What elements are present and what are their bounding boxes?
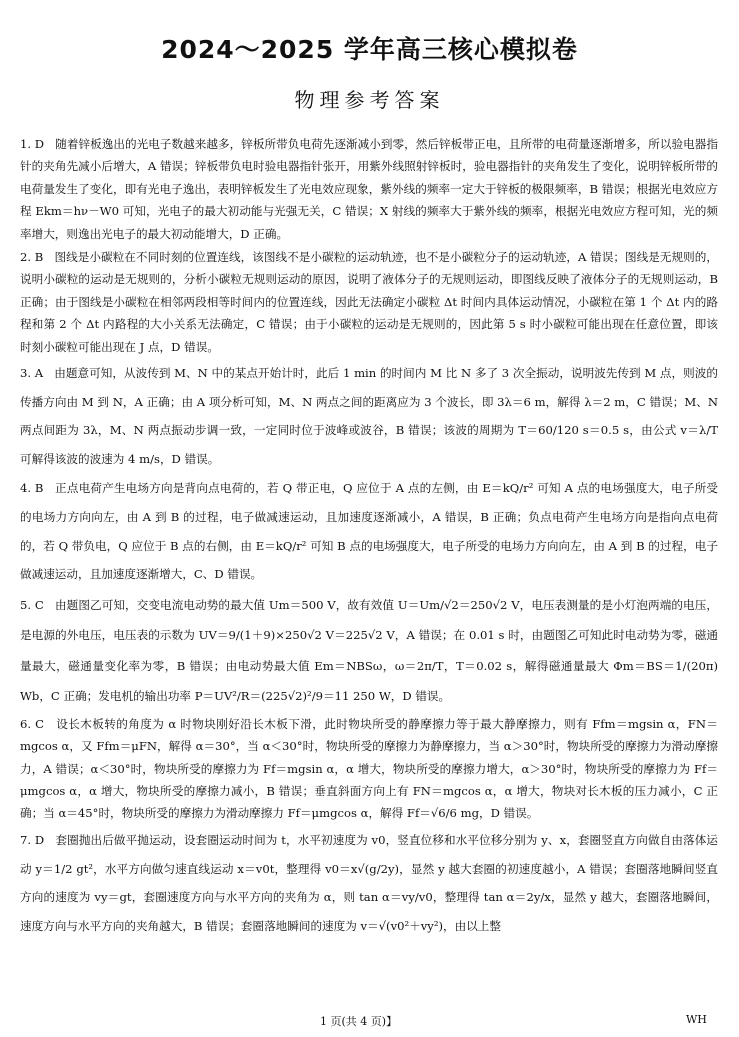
answer-number: 2. B <box>20 250 44 265</box>
answer-item <box>20 474 718 588</box>
paper-code: WH <box>686 1013 707 1026</box>
answer-text: 图线是小碳粒在不同时刻的位置连线，该图线不是小碳粒的运动轨迹，也不是小碳粒分子的运动轨迹，A 错误；图线是无规则的，说明小碳粒的运动是无规则的，分析小碳粒无规则运动的原因，说明了液体分子的无规则运动，即图线反映了液体分子的无规则运动，B 正确；由于图线是小碳粒在相邻两段相等时间内的位置连线，因此无法确定小碳粒 Δt 时间内具体运动情况，小碳粒在第 1 个 Δt 内的路程和第 2 个 Δt 内路程的大小关系无法确定，C 错误；由于小碳粒的运动是无规则的，因此第 5 s 时小碳粒可能出现在任意位置，即该时刻小碳粒可能出现在 J 点，D 错误。 <box>20 250 718 354</box>
answer-text: 由题意可知，从波传到 M、N 中的某点开始计时，此后 1 min 的时间内 M 比 N 多了 3 次全振动，说明波先传到 M 点，则波的传播方向由 M 到 N，A 正确；由 A 项分析可知，M、N 两点之间的距离应为 3 个波长，即 3λ＝6 m，解得 λ＝2 m，C 错误；M、N 两点间距为 3λ，M、N 两点振动步调一致，一定同时位于波峰或波谷，B 错误；该波的周期为 T＝60/120 s＝0.5 s，由公式 v＝λ/T 可解得该波的波速为 4 m/s，D 错误。 <box>20 366 718 466</box>
answer-item <box>20 713 718 825</box>
answer-item <box>20 826 718 941</box>
answer-item <box>20 590 718 712</box>
answer-text: 设长木板转的角度为 α 时物块刚好沿长木板下滑，此时物块所受的静摩擦力等于最大静摩擦力，则有 Ffm＝mgsin α，FN＝mgcos α，又 Ffm＝μFN，解得 α＝30°，当 α＜30°时，物块所受的摩擦力为静摩擦力，当 α＞30°时，物块所受的摩擦力为滑动摩擦力，A 错误；α＜30°时，物块所受的摩擦力为 Ff＝mgsin α，α 增大，物块所受的摩擦力增大，α＞30°时，物块所受的摩擦力为 Ff＝μmgcos α，α 增大，物块所受的摩擦力减小，B 错误；垂直斜面方向上有 FN＝mgcos α，α 增大，物块对长木板的压力减小，C 正确；当 α＝45°时，物块所受的摩擦力为滑动摩擦力 Ff＝μmgcos α，解得 Ff＝√6/6 mg，D 错误。 <box>20 716 718 821</box>
answer-text: 由题图乙可知，交变电流电动势的最大值 Um＝500 V，故有效值 U＝Um/√2＝250√2 V，电压表测量的是小灯泡两端的电压，是电源的外电压，电压表的示数为 UV＝9/(1＋9)×250√2 V＝225√2 V，A 错误；在 0.01 s 时，由题图乙可知此时电动势为零，磁通量最大，磁通量变化率为零，B 错误；由电动势最大值 Em＝NBSω，ω＝2π/T，T＝0.02 s，解得磁通量最大 Φm＝BS＝1/(20π) Wb，C 正确；发电机的输出功率 P＝UV²/R＝(225√2)²/9＝11 250 W，D 错误。 <box>20 597 718 704</box>
answer-number: 7. D <box>20 832 45 847</box>
page-title: 2024～2025 学年高三核心模拟卷 <box>161 35 578 64</box>
answer-item <box>20 246 718 358</box>
answer-item <box>20 359 718 473</box>
page-subtitle: 物理参考答案 <box>294 88 445 112</box>
answer-text: 随着锌板逸出的光电子数越来越多，锌板所带负电荷先逐渐减小到零，然后锌板带正电，且所带的电荷量逐渐增多，所以验电器指针的夹角先减小后增大，A 错误；锌板带负电时验电器指针张开，用紫外线照射锌板时，验电器指针的夹角发生了变化，说明锌板所带的电荷量发生了变化，即有光电子逸出，表明锌板发生了光电效应现象，紫外线的频率一定大于锌板的极限频率，B 错误；根据光电效应方程 Ekm＝hν－W0 可知，光电子的最大初动能与光强无关，C 错误；X 射线的频率大于紫外线的频率，根据光电效应方程可知，光的频率增大，则逸出光电子的最大初动能增大，D 正确。 <box>20 137 718 241</box>
answer-number: 1. D <box>20 137 45 151</box>
answer-number: 5. C <box>20 597 44 612</box>
answer-number: 4. B <box>20 481 44 496</box>
answer-number: 6. C <box>20 716 45 731</box>
answer-text: 套圈抛出后做平抛运动，设套圈运动时间为 t，水平初速度为 v0，竖直位移和水平位移分别为 y、x，套圈竖直方向做自由落体运动 y＝1/2 gt²，水平方向做匀速直线运动 x＝v0t，整理得 v0＝x√(g/2y)，显然 y 越大套圈的初速度越小，A 错误；套圈落地瞬间竖直方向的速度为 vy＝gt，套圈速度方向与水平方向的夹角为 α，则 tan α＝vy/v0，整理得 tan α＝2y/x，显然 y 越大，套圈落地瞬间，速度方向与水平方向的夹角越大，B 错误；套圈落地瞬间的速度为 v＝√(v0²＋vy²)，由以上整 <box>20 832 718 934</box>
answer-list <box>20 133 718 942</box>
answer-text: 正点电荷产生电场方向是背向点电荷的，若 Q 带正电，Q 应位于 A 点的左侧，由 E＝kQ/r² 可知 A 点的电场强度大，电子所受的电场力方向向左，由 A 到 B 的过程，电子做减速运动，且加速度逐渐减小，A 错误，B 正确；负点电荷产生电场方向是指向点电荷的，若 Q 带负电，Q 应位于 B 点的右侧，由 E＝kQ/r² 可知 B 点的电场强度大，电子所受的电场力方向向左，由 A 到 B 的过程，电子做减速运动，且加速度逐渐增大，C、D 错误。 <box>20 481 718 582</box>
page-number: 1 页(共 4 页)】 <box>320 1015 398 1028</box>
answer-number: 3. A <box>20 366 44 381</box>
answer-item <box>20 133 718 245</box>
